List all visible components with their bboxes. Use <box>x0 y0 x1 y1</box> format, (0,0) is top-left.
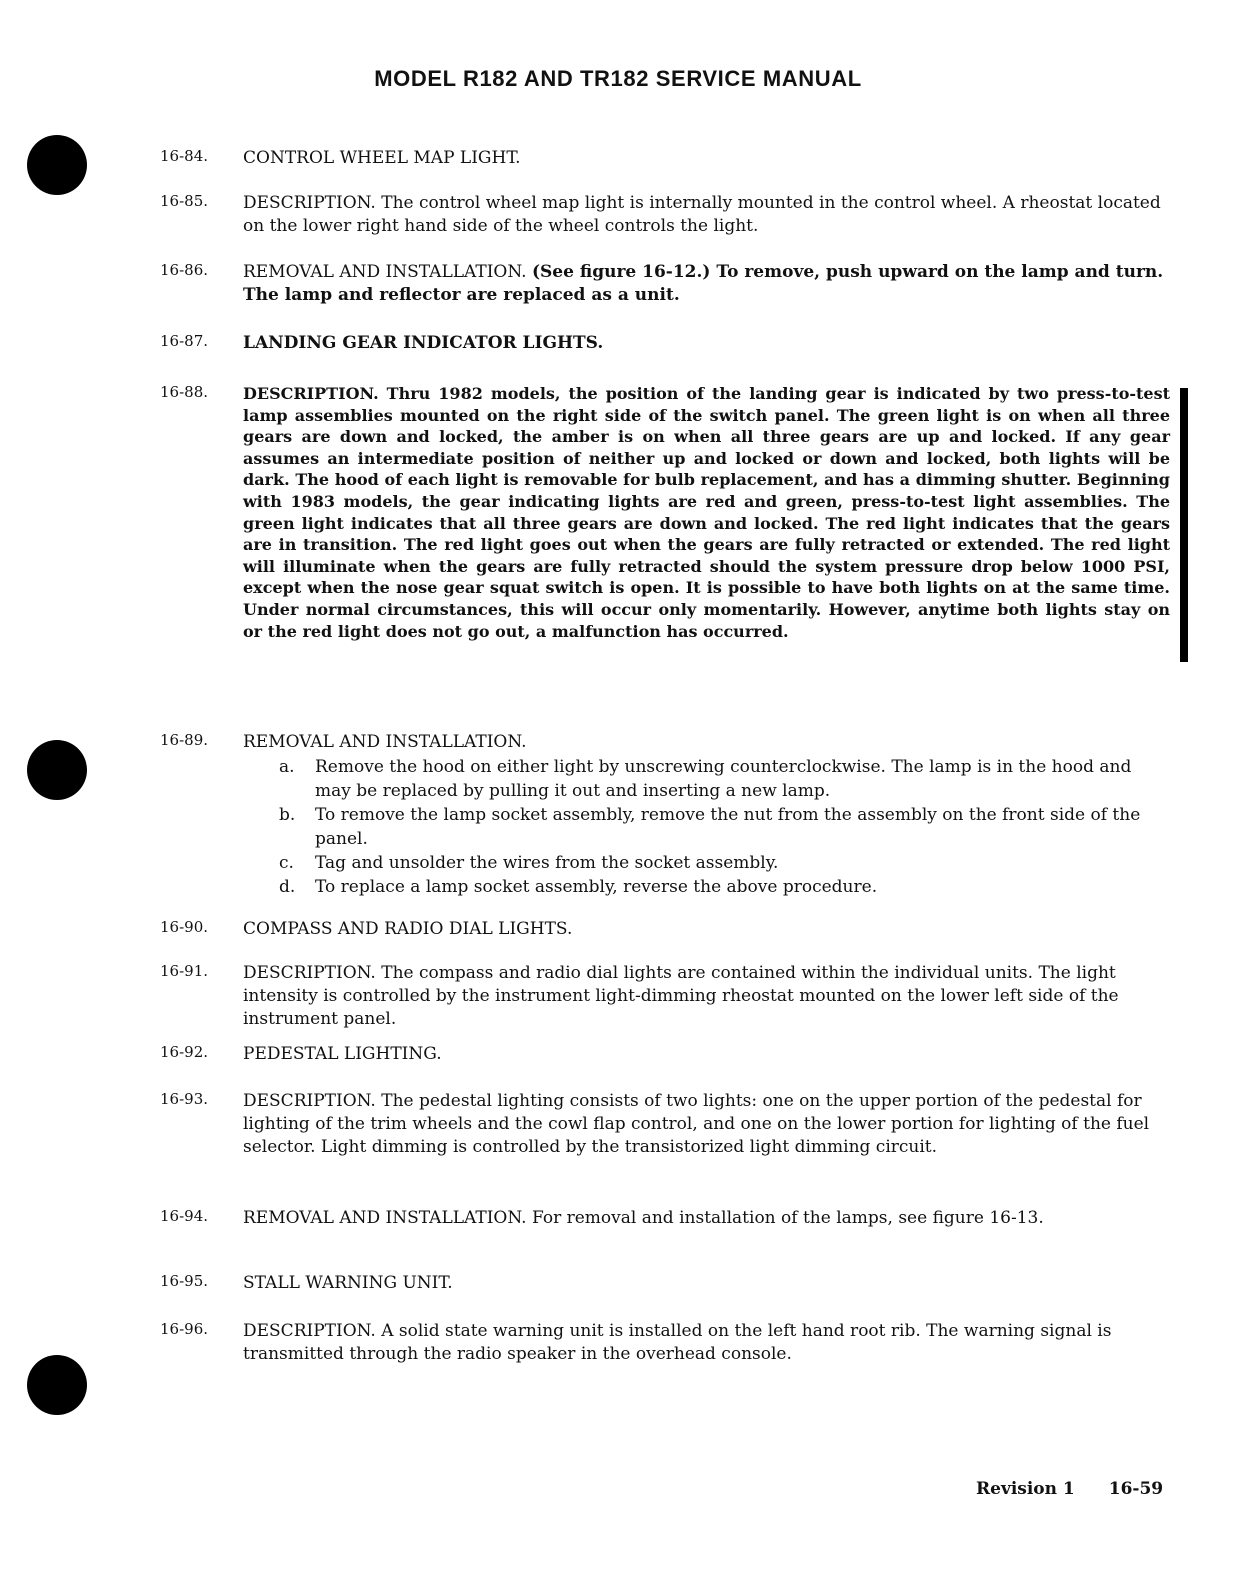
section-16-85 <box>160 192 1170 238</box>
procedure-steps <box>279 755 1170 899</box>
punch-hole-middle <box>27 740 87 800</box>
page-title: MODEL R182 AND TR182 SERVICE MANUAL <box>374 66 862 91</box>
section-number: 16-96. <box>160 1320 209 1338</box>
procedure-step <box>279 755 1170 803</box>
section-16-90 <box>160 918 1170 941</box>
section-16-87 <box>160 332 1170 355</box>
section-number: 16-87. <box>160 332 209 350</box>
section-text: DESCRIPTION. The compass and radio dial lights are contained within the individual units. The light intensity is controlled by the instrument light-dimming rheostat mounted on the lower left side of the instrument panel. <box>243 963 1119 1029</box>
section-heading: PEDESTAL LIGHTING. <box>243 1044 442 1064</box>
section-heading: LANDING GEAR INDICATOR LIGHTS. <box>243 333 604 353</box>
section-heading: REMOVAL AND INSTALLATION. <box>243 732 527 752</box>
procedure-step <box>279 875 1170 899</box>
section-number: 16-89. <box>160 731 209 749</box>
section-number: 16-95. <box>160 1272 209 1290</box>
section-16-93 <box>160 1090 1170 1159</box>
section-heading: STALL WARNING UNIT. <box>243 1273 453 1293</box>
section-number: 16-94. <box>160 1207 209 1225</box>
section-heading: CONTROL WHEEL MAP LIGHT. <box>243 148 521 168</box>
section-text: DESCRIPTION. The control wheel map light is internally mounted in the control wheel. A rheostat located on the lower right hand side of the wheel controls the light. <box>243 193 1161 236</box>
section-text: DESCRIPTION. The pedestal lighting consists of two lights: one on the upper portion of the pedestal for lighting of the trim wheels and the cowl flap control, and one on the lower portion for lighting of the fuel selector. Light dimming is controlled by the transistorized light dimming circuit. <box>243 1091 1150 1157</box>
section-text: REMOVAL AND INSTALLATION. For removal and installation of the lamps, see figure 16-13. <box>243 1208 1044 1228</box>
step-letter: b. <box>279 805 296 825</box>
section-16-84 <box>160 147 1170 170</box>
step-text: To remove the lamp socket assembly, remove the nut from the assembly on the front side of the panel. <box>315 805 1141 849</box>
punch-hole-bottom <box>27 1355 87 1415</box>
punch-hole-top <box>27 135 87 195</box>
section-text <box>243 261 1170 307</box>
revision-label: Revision 1 <box>976 1479 1075 1499</box>
step-letter: a. <box>279 757 295 777</box>
step-text: Remove the hood on either light by unscrewing counterclockwise. The lamp is in the hood and may be replaced by pulling it out and inserting a new lamp. <box>315 757 1132 801</box>
section-number: 16-92. <box>160 1043 209 1061</box>
section-heading: COMPASS AND RADIO DIAL LIGHTS. <box>243 919 573 939</box>
section-number: 16-86. <box>160 261 209 279</box>
section-16-88 <box>160 383 1170 642</box>
page-number: 16-59 <box>1108 1479 1164 1499</box>
section-16-95 <box>160 1272 1170 1295</box>
section-number: 16-85. <box>160 192 209 210</box>
section-text-bold: (See figure 16-12.) To remove, push upward on the lamp and turn. The lamp and reflector are replaced as a unit. <box>243 262 1164 305</box>
page-footer <box>976 1479 1163 1499</box>
section-16-92 <box>160 1043 1170 1066</box>
section-16-86 <box>160 261 1170 307</box>
section-number: 16-93. <box>160 1090 209 1108</box>
revision-change-bar <box>1180 388 1188 662</box>
procedure-step <box>279 803 1170 851</box>
section-text: DESCRIPTION. Thru 1982 models, the position of the landing gear is indicated by two press-to-test lamp assemblies mounted on the right side of the switch panel. The green light is on when all three gears are down and locked, the amber is on when all three gears are up and locked. If any gear assumes an intermediate position of neither up and locked or down and locked, both lights will be dark. The hood of each light is removable for bulb replacement, and has a dimming shutter. Beginning with 1983 models, the gear indicating lights are red and green, press-to-test light assemblies. The green light indicates that all three gears are down and locked. The red light indicates that the gears are in transition. The red light goes out when the gears are fully retracted or extended. The red light will illuminate when the gears are fully retracted should the system pressure drop below 1000 PSI, except when the nose gear squat switch is open. It is possible to have both lights on at the same time. Under normal circumstances, this will occur only momentarily. However, anytime both lights stay on or the red light does not go out, a malfunction has occurred. <box>243 384 1170 641</box>
section-text-lead: REMOVAL AND INSTALLATION. <box>243 262 532 282</box>
step-text: To replace a lamp socket assembly, reverse the above procedure. <box>315 877 878 897</box>
procedure-step <box>279 851 1170 875</box>
step-text: Tag and unsolder the wires from the socket assembly. <box>315 853 779 873</box>
section-16-89 <box>160 731 1170 899</box>
section-number: 16-88. <box>160 383 209 401</box>
section-number: 16-91. <box>160 962 209 980</box>
section-number: 16-84. <box>160 147 209 165</box>
step-letter: c. <box>279 853 294 873</box>
section-16-91 <box>160 962 1170 1031</box>
step-letter: d. <box>279 877 296 897</box>
section-text: DESCRIPTION. A solid state warning unit is installed on the left hand root rib. The warning signal is transmitted through the radio speaker in the overhead console. <box>243 1321 1112 1364</box>
section-16-94 <box>160 1207 1170 1230</box>
section-number: 16-90. <box>160 918 209 936</box>
section-16-96 <box>160 1320 1170 1366</box>
